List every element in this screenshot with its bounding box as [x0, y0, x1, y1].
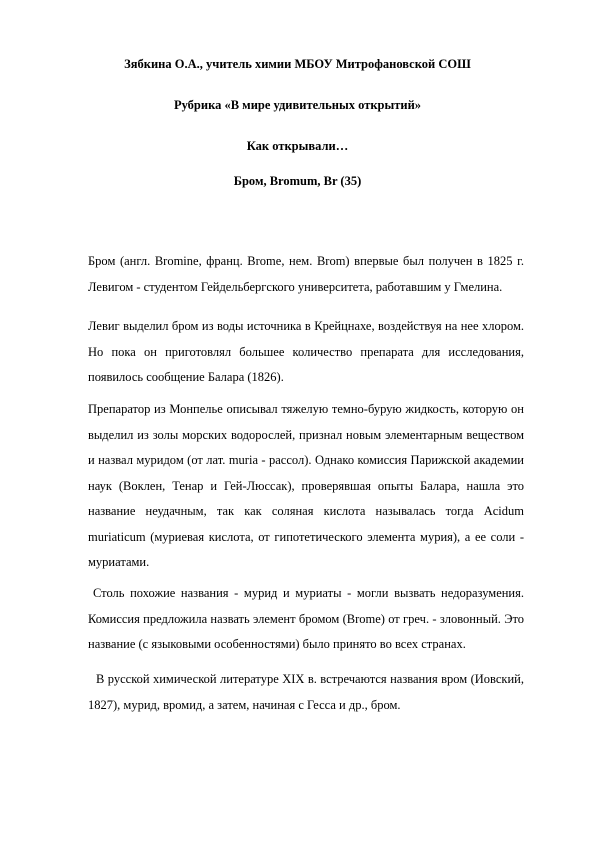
paragraph-2: Левиг выделил бром из воды источника в Крейцнахе, воздействуя на нее хлором. Но пока он приготовлял большее количество препарата для исследования, появилось сообщение Балара (1826).: [88, 319, 524, 384]
subtitle-line: Как открывали…: [246, 139, 349, 153]
page-title: Бром, Bromum, Br (35): [233, 174, 362, 188]
paragraph-1: Бром (англ. Bromine, франц. Brome, нем. Brom) впервые был получен в 1825 г. Левигом - студентом Гейдельбергского университета, работавшим у Гмелина.: [88, 254, 524, 294]
paragraph-5: В русской химической литературе XIX в. встречаются названия вром (Иовский, 1827), мурид, вромид, а затем, начиная с Гесса и др., бром.: [88, 672, 524, 712]
rubric-line: Рубрика «В мире удивительных открытий»: [173, 98, 422, 112]
author-line: Зябкина О.А., учитель химии МБОУ Митрофановской СОШ: [124, 57, 471, 71]
paragraph-3: Препаратор из Монпелье описывал тяжелую темно-бурую жидкость, которую он выделил из золы морских водорослей, признал новым элементарным веществом и назвал муридом (от лат. muria - рассол). Однако комиссия Парижской академии наук (Воклен, Тенар и Гей-Люссак), проверявшая опыты Балара, нашла это название неудачным, так как соляная кислота называлась тогда Acidum muriaticum (муриевая кислота, от гипотетического элемента мурия), а ее соли - муриатами.: [88, 402, 524, 569]
paragraph-4: Столь похожие названия - мурид и муриаты - могли вызвать недоразумения. Комиссия предложила назвать элемент бромом (Brome) от греч. - зловонный. Это название (с языковыми особенностями) было принято во всех странах.: [88, 586, 524, 651]
